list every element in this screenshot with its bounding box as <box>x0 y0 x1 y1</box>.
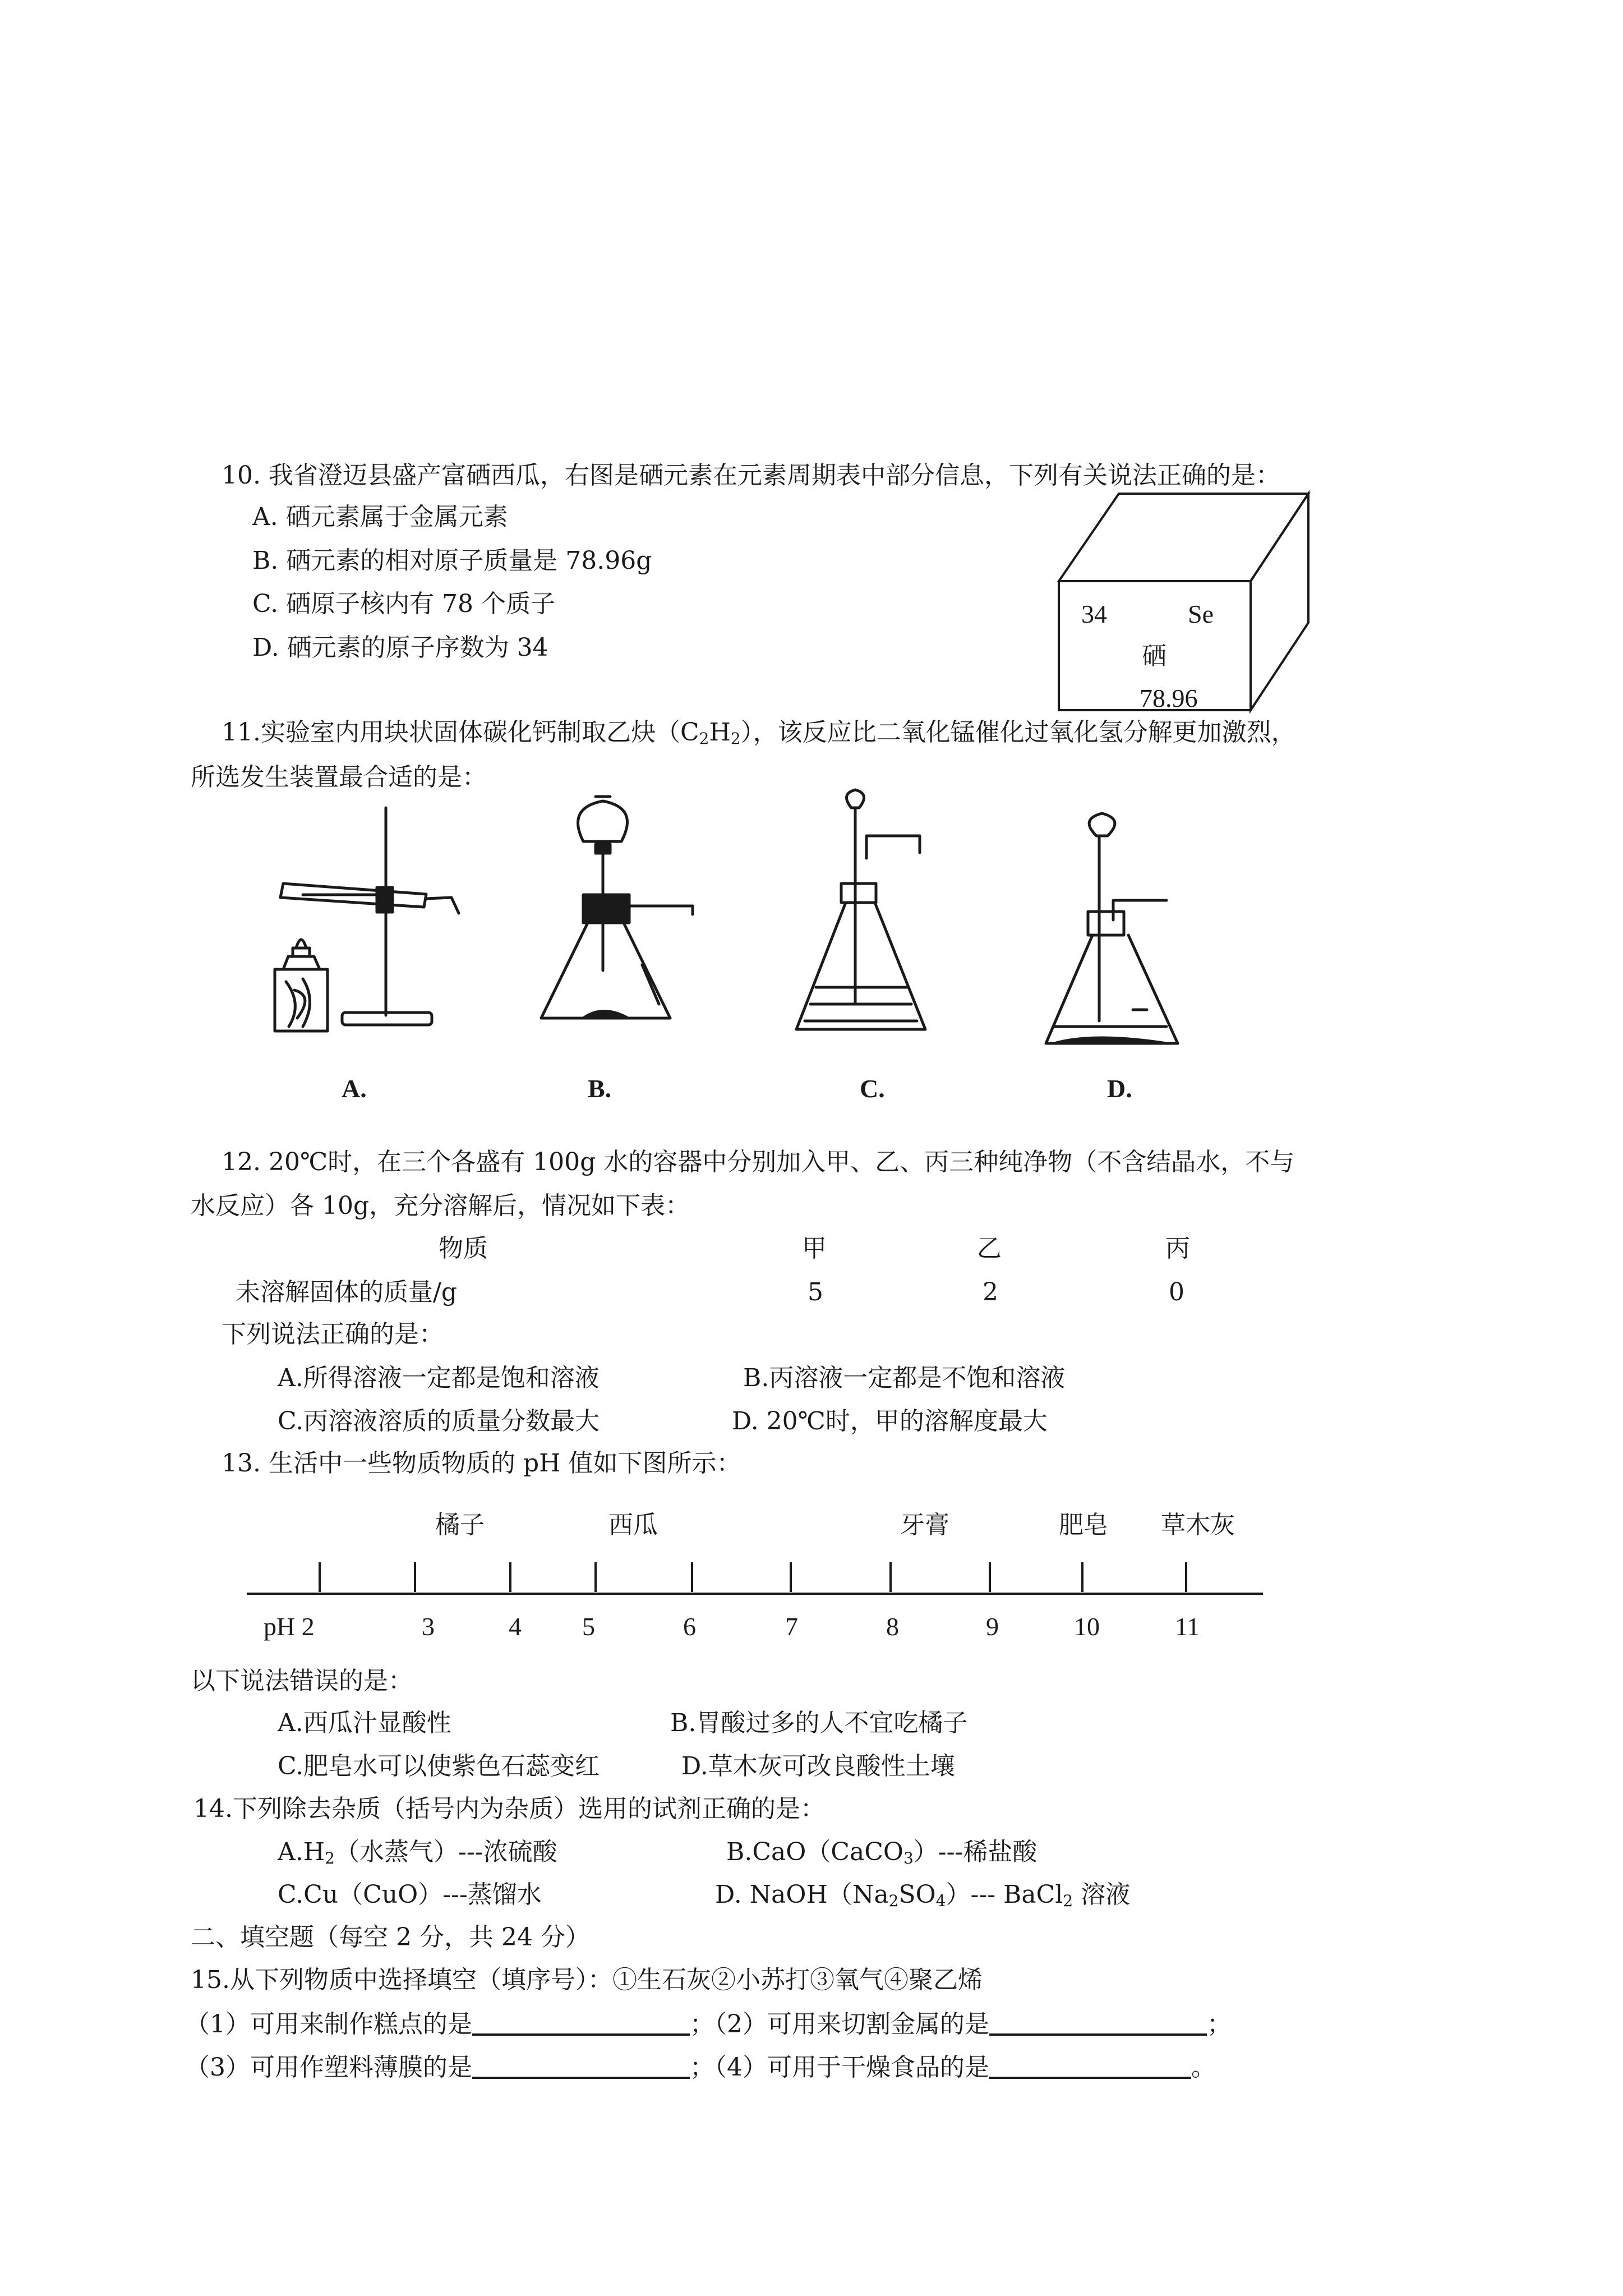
apparatus-label-c: C. <box>860 1074 885 1103</box>
apparatus-d <box>1046 813 1178 1043</box>
q15-answer-1[interactable] <box>472 2011 690 2036</box>
q12-option-a: A.所得溶液一定都是饱和溶液 <box>278 1364 600 1392</box>
q12-prompt: 下列说法正确的是： <box>222 1320 444 1349</box>
q13-prompt: 以下说法错误的是： <box>191 1667 413 1695</box>
table-header-jia: 甲 <box>802 1234 827 1263</box>
table-cell-yi: 2 <box>983 1278 998 1306</box>
q13-stem: 13. 生活中一些物质物质的 pH 值如下图所示： <box>222 1449 741 1478</box>
apparatus-a <box>275 808 459 1031</box>
table-cell-jia: 5 <box>808 1278 823 1306</box>
ph-tick-10: 10 <box>1074 1612 1100 1641</box>
table-header-substance: 物质 <box>439 1234 488 1263</box>
q15-q3-label: （3）可用作塑料薄膜的是 <box>185 2053 472 2082</box>
q15-stem: 15.从下列物质中选择填空（填序号）：①生石灰②小苏打③氧气④聚乙烯 <box>191 1966 983 1994</box>
q13-option-a: A.西瓜汁显酸性 <box>278 1709 451 1737</box>
apparatus-b <box>541 797 693 1018</box>
ph-tick-9: 9 <box>986 1612 999 1641</box>
q14-option-d: D. $NaOH(Na_2SO_4)---$ BaCl$_2$ 溶液 <box>715 1880 1131 1910</box>
ph-item-watermelon: 西瓜 <box>608 1511 658 1539</box>
ph-tick-4: 4 <box>509 1612 522 1641</box>
apparatus-label-d: D. <box>1107 1074 1132 1103</box>
ph-tick-5: 5 <box>582 1612 595 1641</box>
ph-tick-6: 6 <box>683 1612 696 1641</box>
q12-option-c: C.丙溶液溶质的质量分数最大 <box>278 1407 600 1435</box>
q15-answer-3[interactable] <box>472 2054 690 2079</box>
table-cell-bing: 0 <box>1169 1278 1184 1306</box>
ph-tick-7: 7 <box>785 1612 798 1641</box>
q10-option-b: B. 硒元素的相对原子质量是 78.96g <box>252 546 652 575</box>
q15-q4-label: ；（4）可用于干燥食品的是 <box>690 2053 989 2082</box>
q13-option-c: C.肥皂水可以使紫色石蕊变红 <box>278 1752 600 1780</box>
ph-tick-3: 3 <box>422 1612 435 1641</box>
q15-q1-label: （1）可用来制作糕点的是 <box>185 2010 472 2039</box>
q10-option-c: C. 硒原子核内有 78 个质子 <box>252 590 556 618</box>
element-symbol: Se <box>1188 600 1214 628</box>
q13-option-b: B.胃酸过多的人不宜吃橘子 <box>670 1709 968 1737</box>
ph-item-soap: 肥皂 <box>1059 1511 1108 1539</box>
q11-stem-line2: 所选发生装置最合适的是： <box>191 763 487 792</box>
q15-q2-label: ；（2）可用来切割金属的是 <box>690 2010 989 2039</box>
q14-option-a: $A.H_2$（水蒸气）---浓硫酸 <box>278 1838 557 1867</box>
ph-item-plant-ash: 草木灰 <box>1161 1511 1235 1539</box>
apparatus-label-b: B. <box>588 1074 612 1103</box>
q12-option-b: B.丙溶液一定都是不饱和溶液 <box>743 1364 1066 1392</box>
ph-tick-8: 8 <box>886 1612 899 1641</box>
q10-option-a: A. 硒元素属于金属元素 <box>252 503 508 531</box>
q10-stem: 10. 我省澄迈县盛产富硒西瓜，右图是硒元素在元素周期表中部分信息，下列有关说法正确的是： <box>222 461 1280 490</box>
q12-option-d: D. 20℃时，甲的溶解度最大 <box>732 1407 1048 1435</box>
q15-answer-2[interactable] <box>989 2011 1207 2036</box>
q15-line2: （3）可用作塑料薄膜的是 ；（4）可用于干燥食品的是 。 <box>185 2053 1216 2082</box>
q15-line1: （1）可用来制作糕点的是 ；（2）可用来切割金属的是 ； <box>185 2010 1232 2039</box>
apparatus-c <box>796 790 925 1029</box>
element-number: 34 <box>1081 600 1107 628</box>
ph-tick-11: 11 <box>1175 1612 1200 1641</box>
ph-item-toothpaste: 牙膏 <box>900 1511 949 1539</box>
table-row-label: 未溶解固体的质量/g <box>236 1278 457 1306</box>
element-name: 硒 <box>1142 642 1166 670</box>
ph-tick-2: pH 2 <box>264 1612 315 1641</box>
q12-stem-line1: 12. 20℃时，在三个各盛有 100g 水的容器中分别加入甲、乙、丙三种纯净物（不含结晶水，不与 <box>222 1148 1295 1176</box>
q11-stem-line1: 11.实验室内用块状固体碳化钙制取乙炔$(C_2H_2)$，该反应比二氧化锰催化过氧化氢分解更加激烈， <box>222 718 1296 748</box>
q15-answer-4[interactable] <box>989 2054 1191 2079</box>
q14-stem: 14.下列除去杂质（括号内为杂质）选用的试剂正确的是： <box>193 1795 825 1823</box>
apparatus-label-a: A. <box>342 1074 367 1103</box>
q14-option-c: C.Cu（CuO）---蒸馏水 <box>278 1880 542 1909</box>
q12-stem-line2: 水反应）各 10g，充分溶解后，情况如下表： <box>191 1191 690 1220</box>
section-heading: 二、填空题（每空 2 分，共 24 分） <box>191 1923 590 1952</box>
q13-option-d: D.草木灰可改良酸性土壤 <box>681 1752 955 1780</box>
q14-option-b: B.CaO（CaCO$_3$）---稀盐酸 <box>726 1838 1038 1867</box>
table-header-bing: 丙 <box>1165 1234 1190 1263</box>
ph-item-orange: 橘子 <box>435 1511 485 1539</box>
element-mass: 78.96 <box>1140 684 1198 712</box>
q10-option-d: D. 硒元素的原子序数为 34 <box>252 633 548 662</box>
table-header-yi: 乙 <box>977 1234 1002 1263</box>
